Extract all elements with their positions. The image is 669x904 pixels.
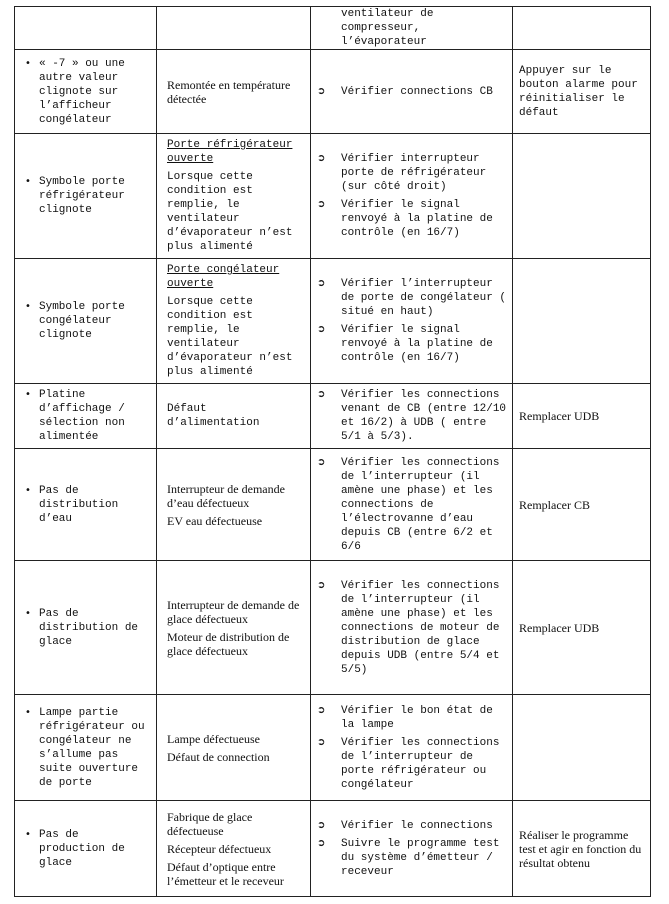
symptom-text: Symbole porte congélateur clignote [39, 301, 125, 341]
page [14, 6, 651, 897]
cause-cell [157, 50, 311, 134]
action-cell [311, 449, 513, 561]
table-row [15, 384, 651, 449]
action-item [317, 388, 508, 444]
table-body [15, 7, 651, 897]
action-item [317, 152, 508, 194]
symptom-cell [15, 801, 157, 897]
action-text: Vérifier le connections [341, 819, 493, 832]
repair-cell [513, 449, 651, 561]
arrow-bullet-icon: ➲ [317, 199, 326, 210]
cause-text: Défaut d’optique entre l’émetteur et le receveur [167, 859, 284, 888]
action-text: Vérifier le bon état de la lampe [341, 704, 493, 731]
action-cell [311, 259, 513, 384]
action-text: ventilateur de [341, 8, 434, 20]
action-text: compresseur, [341, 22, 421, 34]
cause-cell [157, 449, 311, 561]
cause-text: Lorsque cette condition est remplie, le ventilateur d’évaporateur n’est plus alimenté [167, 296, 293, 378]
arrow-bullet-icon: ➲ [317, 579, 326, 591]
action-text: Vérifier le signal renvoyé à la platine de contrôle (en 16/7) [341, 324, 493, 364]
action-item [317, 704, 508, 732]
bullet-icon: • [25, 301, 31, 312]
action-text: Vérifier l’interrupteur de porte de congélateur ( situé en haut) [341, 278, 507, 318]
action-cell [311, 801, 513, 897]
repair-text: Remplacer UDB [519, 409, 600, 423]
action-item [317, 736, 508, 792]
cause-cell [157, 134, 311, 259]
symptom-cell [15, 695, 157, 801]
cause-cell [157, 561, 311, 695]
action-text: Suivre le programme test du système d’émetteur / receveur [341, 837, 500, 878]
table-row [15, 449, 651, 561]
action-cell [311, 561, 513, 695]
table-row [15, 259, 651, 384]
arrow-bullet-icon: ➲ [317, 389, 326, 400]
repair-cell [513, 384, 651, 449]
symptom-cell [15, 384, 157, 449]
repair-text: Remplacer UDB [519, 620, 600, 635]
cause-cell [157, 7, 311, 50]
bullet-icon: • [25, 389, 31, 400]
action-text: Vérifier les connections venant de CB (entre 12/10 et 16/2) à UDB ( entre 5/1 à 5/3). [341, 389, 507, 443]
bullet-icon: • [25, 828, 31, 840]
action-text: Vérifier les connections de l’interrupteur de porte réfrigérateur ou congélateur [341, 736, 500, 791]
arrow-bullet-icon: ➲ [317, 704, 326, 716]
table-row [15, 50, 651, 134]
table-row [15, 695, 651, 801]
action-item [317, 85, 508, 99]
action-item [317, 277, 508, 319]
arrow-bullet-icon: ➲ [317, 819, 326, 831]
table-row [15, 134, 651, 259]
cause-heading: Porte congélateur ouverte [167, 264, 280, 290]
bullet-icon: • [25, 176, 31, 187]
symptom-text: Symbole porte réfrigérateur clignote [39, 176, 125, 216]
repair-cell [513, 50, 651, 134]
cause-text: Défaut de connection [167, 749, 270, 764]
symptom-text: Pas de distribution de glace [39, 607, 139, 648]
arrow-bullet-icon: ➲ [317, 837, 326, 849]
cause-heading: Porte réfrigérateur ouverte [167, 139, 293, 165]
action-cell [311, 134, 513, 259]
table-row [15, 801, 651, 897]
action-item [317, 819, 508, 833]
action-item [317, 579, 508, 677]
cause-text: EV eau défectueuse [167, 513, 263, 528]
action-text: Vérifier les connections de l’interrupteur (il amène une phase) et les connections de moteur de distribution de glace depuis UDB (entre 5/4 et 5/5) [341, 579, 500, 676]
arrow-bullet-icon: ➲ [317, 153, 326, 164]
arrow-bullet-icon: ➲ [317, 456, 326, 468]
action-item [317, 837, 508, 879]
cause-cell [157, 695, 311, 801]
action-text: Vérifier les connections de l’interrupteur (il amène une phase) et les connections de l’électrovanne d’eau depuis CB (entre 6/2 et 6/6 [341, 456, 500, 553]
symptom-cell [15, 259, 157, 384]
cause-text: Lampe défectueuse [167, 731, 260, 746]
repair-cell [513, 259, 651, 384]
arrow-bullet-icon: ➲ [317, 85, 326, 97]
action-text: Vérifier interrupteur porte de réfrigérateur (sur côté droit) [341, 153, 487, 193]
table-row [15, 7, 651, 50]
cause-text: Défaut d’alimentation [167, 403, 260, 429]
cause-text: Interrupteur de demande de glace défectueux [167, 597, 300, 626]
repair-text: Appuyer sur le bouton alarme pour réinitialiser le défaut [519, 64, 638, 119]
bullet-icon: • [25, 484, 31, 496]
cause-text: Récepteur défectueux [167, 841, 272, 856]
repair-cell [513, 7, 651, 50]
symptom-text: Pas de production de glace [39, 828, 125, 869]
repair-cell [513, 561, 651, 695]
action-cell [311, 384, 513, 449]
repair-cell [513, 695, 651, 801]
action-text: l’évaporateur [341, 36, 427, 48]
action-item [317, 456, 508, 554]
action-item [317, 198, 508, 240]
action-cell [311, 50, 513, 134]
repair-cell [513, 801, 651, 897]
bullet-icon: • [25, 607, 31, 619]
cause-cell [157, 801, 311, 897]
action-text: Vérifier connections CB [341, 85, 493, 98]
symptom-text: Pas de distribution d’eau [39, 484, 119, 525]
symptom-cell [15, 561, 157, 695]
cause-text: Interrupteur de demande d’eau défectueux [167, 481, 285, 510]
repair-text: Réaliser le programme test et agir en fonction du résultat obtenu [519, 827, 642, 870]
cause-text: Moteur de distribution de glace défectueux [167, 629, 290, 658]
bullet-icon: • [25, 706, 31, 718]
repair-cell [513, 134, 651, 259]
action-text: Vérifier le signal renvoyé à la platine de contrôle (en 16/7) [341, 199, 493, 239]
symptom-cell [15, 7, 157, 50]
symptom-cell [15, 50, 157, 134]
bullet-icon: • [25, 57, 31, 69]
symptom-cell [15, 134, 157, 259]
cause-cell [157, 259, 311, 384]
symptom-text: « -7 » ou une autre valeur clignote sur l’afficheur congélateur [39, 57, 125, 126]
cause-text: Remontée en température détectée [167, 77, 291, 106]
symptom-text: Lampe partie réfrigérateur ou congélateur ne s’allume pas suite ouverture de porte [39, 706, 145, 789]
arrow-bullet-icon: ➲ [317, 278, 326, 289]
action-cell [311, 695, 513, 801]
symptom-cell [15, 449, 157, 561]
arrow-bullet-icon: ➲ [317, 736, 326, 748]
action-item [317, 323, 508, 365]
cause-cell [157, 384, 311, 449]
table-row [15, 561, 651, 695]
cause-text: Lorsque cette condition est remplie, le ventilateur d’évaporateur n’est plus alimenté [167, 171, 293, 253]
arrow-bullet-icon: ➲ [317, 324, 326, 335]
cause-text: Fabrique de glace défectueuse [167, 809, 253, 838]
symptom-text: Platine d’affichage / sélection non alimentée [39, 389, 125, 443]
action-cell [311, 7, 513, 50]
troubleshooting-table [14, 6, 651, 897]
repair-text: Remplacer CB [519, 497, 590, 512]
